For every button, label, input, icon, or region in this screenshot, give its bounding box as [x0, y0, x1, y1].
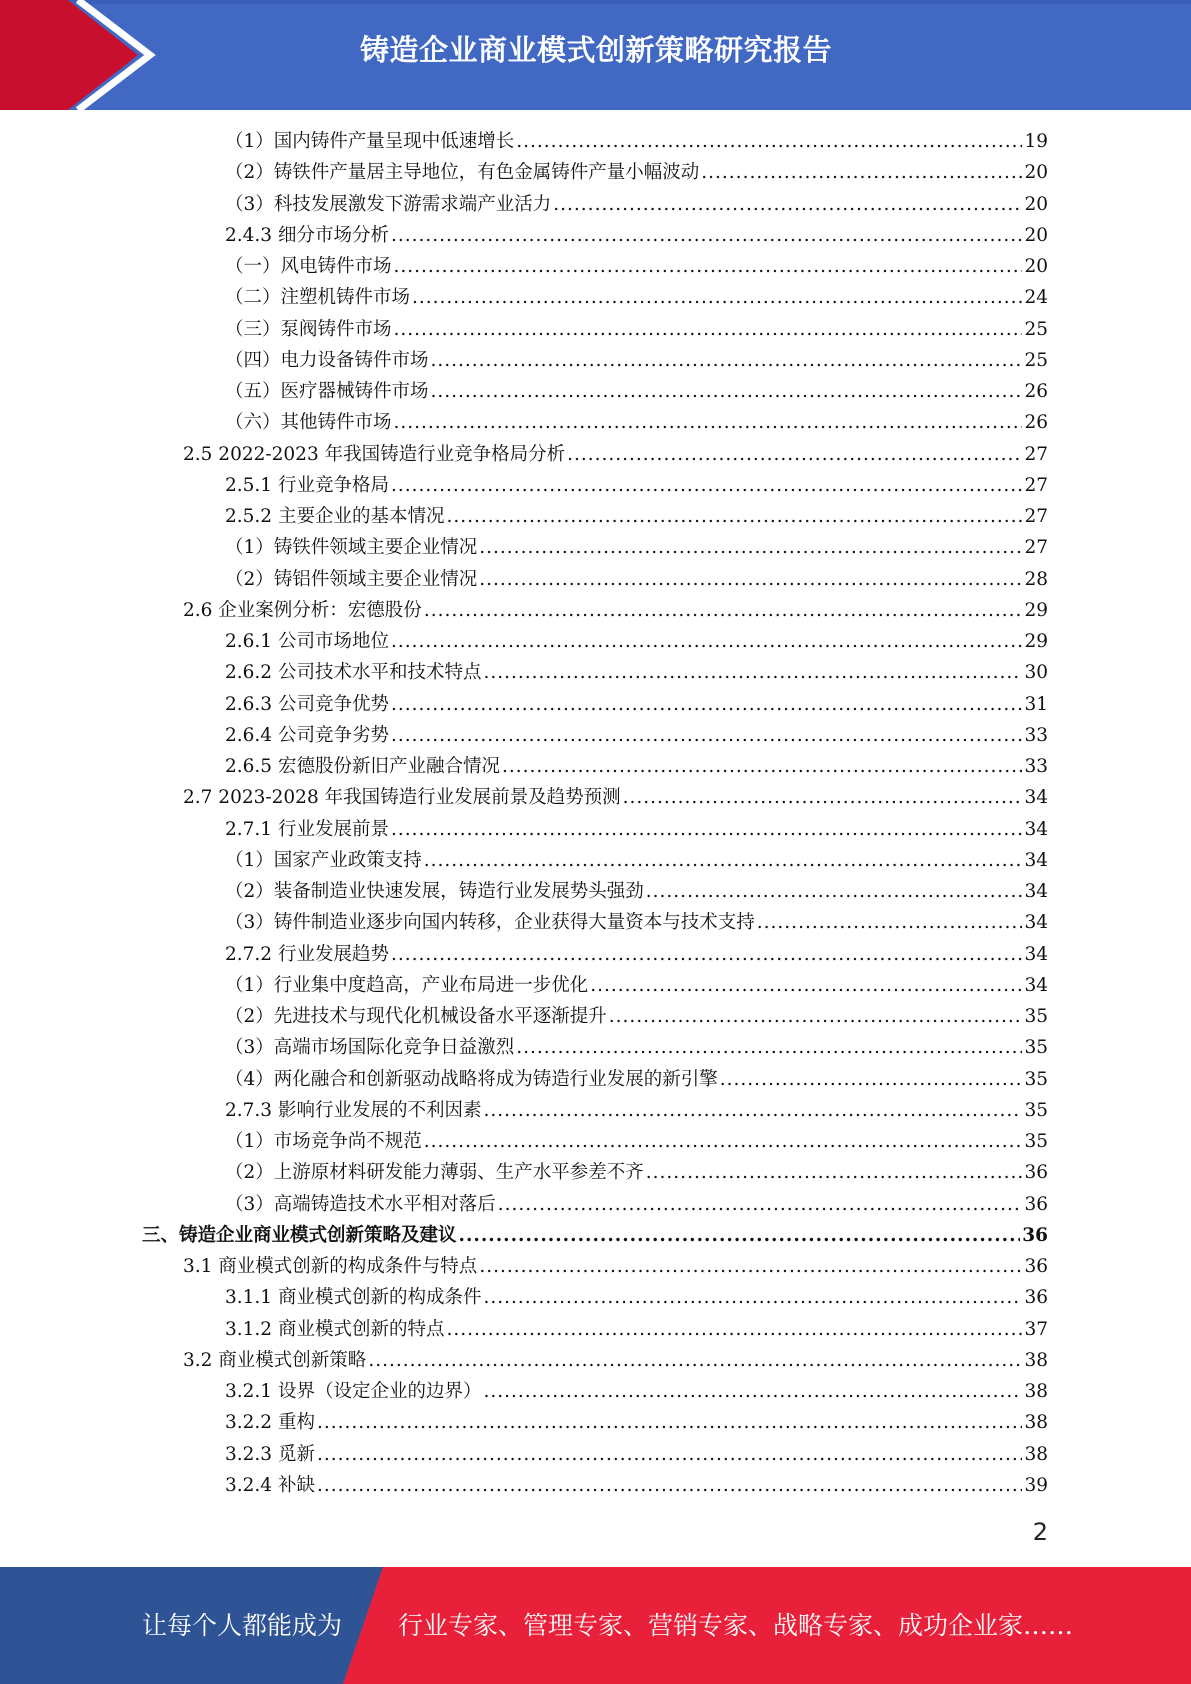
toc-entry-page: 27: [1024, 506, 1048, 527]
toc-dot-leader: [424, 595, 1023, 626]
toc-entry-title: 3.2.3 觅新: [225, 1444, 315, 1465]
toc-entry[interactable]: [225, 189, 1048, 220]
toc-entry-title: 2.6.4 公司竞争劣势: [225, 725, 389, 746]
document-title: 铸造企业商业模式创新策略研究报告: [360, 33, 833, 67]
toc-entry[interactable]: [225, 1157, 1048, 1188]
toc-entry-page: 29: [1024, 600, 1048, 621]
toc-entry[interactable]: [225, 532, 1048, 563]
toc-entry[interactable]: [225, 1095, 1048, 1126]
toc-dot-leader: [483, 1376, 1022, 1407]
toc-entry-page: 19: [1024, 131, 1048, 152]
toc-dot-leader: [483, 1095, 1022, 1126]
toc-entry[interactable]: [225, 657, 1048, 688]
toc-dot-leader: [459, 1220, 1021, 1251]
toc-entry[interactable]: [225, 220, 1048, 251]
page-number: 2: [1032, 1518, 1048, 1546]
toc-entry-title: （三）泵阀铸件市场: [225, 319, 392, 340]
toc-entry-page: 27: [1024, 444, 1048, 465]
toc-entry[interactable]: [225, 751, 1048, 782]
toc-entry[interactable]: [225, 1282, 1048, 1313]
toc-dot-leader: [646, 1157, 1023, 1188]
toc-entry[interactable]: [225, 282, 1048, 313]
toc-entry[interactable]: [183, 782, 1048, 813]
toc-entry[interactable]: [225, 470, 1048, 501]
toc-entry[interactable]: [225, 501, 1048, 532]
footer-roles: 行业专家、管理专家、营销专家、战略专家、成功企业家……: [398, 1611, 1074, 1640]
toc-entry-page: 35: [1024, 1131, 1048, 1152]
toc-entry-page: 36: [1024, 1162, 1048, 1183]
toc-dot-leader: [590, 970, 1022, 1001]
toc-entry-title: （一）风电铸件市场: [225, 256, 392, 277]
toc-dot-leader: [391, 470, 1022, 501]
toc-entry[interactable]: [225, 407, 1048, 438]
toc-entry-page: 34: [1024, 912, 1048, 933]
toc-entry-title: （1）市场竞争尚不规范: [225, 1131, 422, 1152]
toc-entry-title: （五）医疗器械铸件市场: [225, 381, 429, 402]
toc-entry-page: 25: [1024, 350, 1048, 371]
toc-entry[interactable]: [225, 907, 1048, 938]
toc-entry[interactable]: [225, 689, 1048, 720]
toc-entry-title: （3）高端铸造技术水平相对落后: [225, 1194, 496, 1215]
toc-entry-page: 34: [1024, 881, 1048, 902]
toc-dot-leader: [446, 501, 1022, 532]
toc-dot-leader: [498, 1189, 1023, 1220]
toc-entry-title: （2）铸铝件领域主要企业情况: [225, 569, 478, 590]
toc-entry[interactable]: [225, 376, 1048, 407]
toc-entry-page: 36: [1024, 1287, 1048, 1308]
toc-entry-title: （2）先进技术与现代化机械设备水平逐渐提升: [225, 1006, 607, 1027]
toc-entry-page: 38: [1024, 1381, 1048, 1402]
toc-entry-page: 38: [1024, 1350, 1048, 1371]
toc-entry-page: 29: [1024, 631, 1048, 652]
toc-entry-page: 34: [1024, 850, 1048, 871]
toc-entry[interactable]: [225, 876, 1048, 907]
toc-entry[interactable]: [225, 1439, 1048, 1470]
toc-dot-leader: [446, 1314, 1022, 1345]
toc-entry-title: （1）国内铸件产量呈现中低速增长: [225, 131, 515, 152]
toc-entry[interactable]: [183, 1345, 1048, 1376]
toc-entry[interactable]: [225, 939, 1048, 970]
toc-entry-title: 2.6 企业案例分析：宏德股份: [183, 600, 422, 621]
toc-entry-page: 31: [1024, 694, 1048, 715]
toc-entry-title: （3）科技发展激发下游需求端产业活力: [225, 194, 552, 215]
toc-entry[interactable]: [225, 1126, 1048, 1157]
toc-entry[interactable]: [225, 720, 1048, 751]
toc-entry[interactable]: [142, 1220, 1048, 1251]
toc-entry[interactable]: [225, 1376, 1048, 1407]
toc-entry-page: 20: [1024, 225, 1048, 246]
toc-entry-page: 36: [1024, 1194, 1048, 1215]
toc-entry-title: 三、铸造企业商业模式创新策略及建议: [142, 1225, 457, 1246]
toc-dot-leader: [553, 189, 1022, 220]
toc-entry[interactable]: [225, 157, 1048, 188]
toc-dot-leader: [483, 1282, 1022, 1313]
toc-entry-title: 2.7 2023-2028 年我国铸造行业发展前景及趋势预测: [183, 787, 621, 808]
toc-entry[interactable]: [225, 1407, 1048, 1438]
toc-entry-page: 30: [1024, 662, 1048, 683]
toc-dot-leader: [317, 1407, 1023, 1438]
toc-dot-leader: [391, 720, 1022, 751]
toc-dot-leader: [412, 282, 1022, 313]
toc-dot-leader: [479, 1251, 1022, 1282]
toc-entry-title: 2.7.1 行业发展前景: [225, 819, 389, 840]
toc-entry-title: （2）装备制造业快速发展，铸造行业发展势头强劲: [225, 881, 644, 902]
toc-entry[interactable]: [225, 251, 1048, 282]
toc-entry-title: （六）其他铸件市场: [225, 412, 392, 433]
toc-entry-title: 3.1.1 商业模式创新的构成条件: [225, 1287, 482, 1308]
toc-entry-title: 2.5 2022-2023 年我国铸造行业竞争格局分析: [183, 444, 566, 465]
toc-entry-title: 2.6.1 公司市场地位: [225, 631, 389, 652]
toc-dot-leader: [479, 564, 1022, 595]
toc-entry-title: 3.1 商业模式创新的构成条件与特点: [183, 1256, 478, 1277]
toc-dot-leader: [317, 1470, 1023, 1501]
toc-entry-page: 28: [1024, 569, 1048, 590]
toc-entry-title: （2）上游原材料研发能力薄弱、生产水平参差不齐: [225, 1162, 644, 1183]
toc-entry[interactable]: [225, 626, 1048, 657]
toc-entry-title: 2.6.3 公司竞争优势: [225, 694, 389, 715]
toc-dot-leader: [394, 251, 1023, 282]
page-header: [0, 0, 1191, 110]
toc-entry-title: （3）铸件制造业逐步向国内转移，企业获得大量资本与技术支持: [225, 912, 755, 933]
toc-entry-title: 2.7.3 影响行业发展的不利因素: [225, 1100, 482, 1121]
toc-entry-title: （2）铸铁件产量居主导地位，有色金属铸件产量小幅波动: [225, 162, 700, 183]
toc-entry-page: 34: [1024, 975, 1048, 996]
toc-entry-title: 2.4.3 细分市场分析: [225, 225, 389, 246]
toc-entry-page: 20: [1024, 162, 1048, 183]
toc-dot-leader: [391, 689, 1022, 720]
toc-entry-page: 35: [1024, 1069, 1048, 1090]
toc-entry-page: 38: [1024, 1412, 1048, 1433]
toc-entry-title: 2.5.1 行业竞争格局: [225, 475, 389, 496]
page-footer: [0, 1567, 1191, 1684]
toc-dot-leader: [502, 751, 1022, 782]
toc-entry-title: （四）电力设备铸件市场: [225, 350, 429, 371]
toc-entry-page: 33: [1024, 725, 1048, 746]
toc-entry-title: 3.1.2 商业模式创新的特点: [225, 1319, 445, 1340]
toc-entry[interactable]: [225, 970, 1048, 1001]
toc-entry[interactable]: [225, 345, 1048, 376]
toc-entry-page: 26: [1024, 381, 1048, 402]
toc-entry[interactable]: [225, 1032, 1048, 1063]
toc-dot-leader: [317, 1439, 1023, 1470]
toc-entry[interactable]: [225, 1189, 1048, 1220]
toc-entry-page: 36: [1024, 1256, 1048, 1277]
toc-dot-leader: [720, 1064, 1023, 1095]
toc-dot-leader: [391, 939, 1022, 970]
toc-entry[interactable]: [183, 595, 1048, 626]
toc-dot-leader: [757, 907, 1023, 938]
toc-dot-leader: [623, 782, 1023, 813]
toc-dot-leader: [394, 314, 1023, 345]
toc-entry-title: （1）行业集中度趋高，产业布局进一步优化: [225, 975, 589, 996]
toc-entry-title: 3.2.2 重构: [225, 1412, 315, 1433]
toc-entry[interactable]: [225, 314, 1048, 345]
toc-entry[interactable]: [183, 1251, 1048, 1282]
toc-entry-page: 20: [1024, 256, 1048, 277]
toc-entry-title: （1）国家产业政策支持: [225, 850, 422, 871]
toc-entry[interactable]: [225, 1470, 1048, 1501]
toc-entry-page: 27: [1024, 537, 1048, 558]
toc-entry-title: 2.6.2 公司技术水平和技术特点: [225, 662, 482, 683]
toc-entry-title: 2.5.2 主要企业的基本情况: [225, 506, 445, 527]
toc-dot-leader: [516, 126, 1022, 157]
toc-dot-leader: [516, 1032, 1022, 1063]
toc-entry-page: 34: [1024, 944, 1048, 965]
toc-entry-title: （1）铸铁件领域主要企业情况: [225, 537, 478, 558]
toc-dot-leader: [701, 157, 1022, 188]
toc-entry-page: 20: [1024, 194, 1048, 215]
toc-entry-page: 35: [1024, 1037, 1048, 1058]
toc-dot-leader: [391, 814, 1022, 845]
toc-entry-title: 3.2.1 设界（设定企业的边界）: [225, 1381, 482, 1402]
toc-entry-page: 37: [1024, 1319, 1048, 1340]
toc-dot-leader: [646, 876, 1023, 907]
footer-slogan: 让每个人都能成为: [142, 1611, 343, 1640]
toc-dot-leader: [391, 220, 1022, 251]
toc-entry-title: 2.6.5 宏德股份新旧产业融合情况: [225, 756, 500, 777]
toc-entry-title: （4）两化融合和创新驱动战略将成为铸造行业发展的新引擎: [225, 1069, 718, 1090]
toc-entry-page: 33: [1024, 756, 1048, 777]
toc-dot-leader: [483, 657, 1022, 688]
toc-entry[interactable]: [225, 1314, 1048, 1345]
toc-entry-page: 27: [1024, 475, 1048, 496]
toc-entry-page: 24: [1024, 287, 1048, 308]
toc-entry-page: 38: [1024, 1444, 1048, 1465]
toc-entry[interactable]: [225, 1064, 1048, 1095]
toc-entry-page: 39: [1024, 1475, 1048, 1496]
toc-entry-page: 25: [1024, 319, 1048, 340]
toc-entry-title: （3）高端市场国际化竞争日益激烈: [225, 1037, 515, 1058]
toc-dot-leader: [391, 626, 1022, 657]
toc-entry[interactable]: [225, 814, 1048, 845]
toc-entry[interactable]: [225, 845, 1048, 876]
toc-entry-title: 3.2 商业模式创新策略: [183, 1350, 367, 1371]
toc-entry-title: （二）注塑机铸件市场: [225, 287, 411, 308]
toc-entry[interactable]: [183, 439, 1048, 470]
toc-entry-page: 35: [1024, 1100, 1048, 1121]
toc-entry-page: 34: [1024, 787, 1048, 808]
toc-dot-leader: [424, 845, 1023, 876]
toc-dot-leader: [368, 1345, 1022, 1376]
toc-entry-page: 26: [1024, 412, 1048, 433]
toc-dot-leader: [609, 1001, 1023, 1032]
toc-entry-page: 35: [1024, 1006, 1048, 1027]
toc-entry-title: 2.7.2 行业发展趋势: [225, 944, 389, 965]
toc-entry-title: 3.2.4 补缺: [225, 1475, 315, 1496]
toc-entry[interactable]: [225, 126, 1048, 157]
toc-entry-page: 34: [1024, 819, 1048, 840]
toc-dot-leader: [567, 439, 1022, 470]
toc-entry[interactable]: [225, 564, 1048, 595]
toc-dot-leader: [479, 532, 1022, 563]
toc-entry-page: 36: [1022, 1225, 1048, 1246]
toc-dot-leader: [431, 345, 1023, 376]
toc-dot-leader: [394, 407, 1023, 438]
toc-dot-leader: [424, 1126, 1023, 1157]
toc-entry[interactable]: [225, 1001, 1048, 1032]
toc-dot-leader: [431, 376, 1023, 407]
